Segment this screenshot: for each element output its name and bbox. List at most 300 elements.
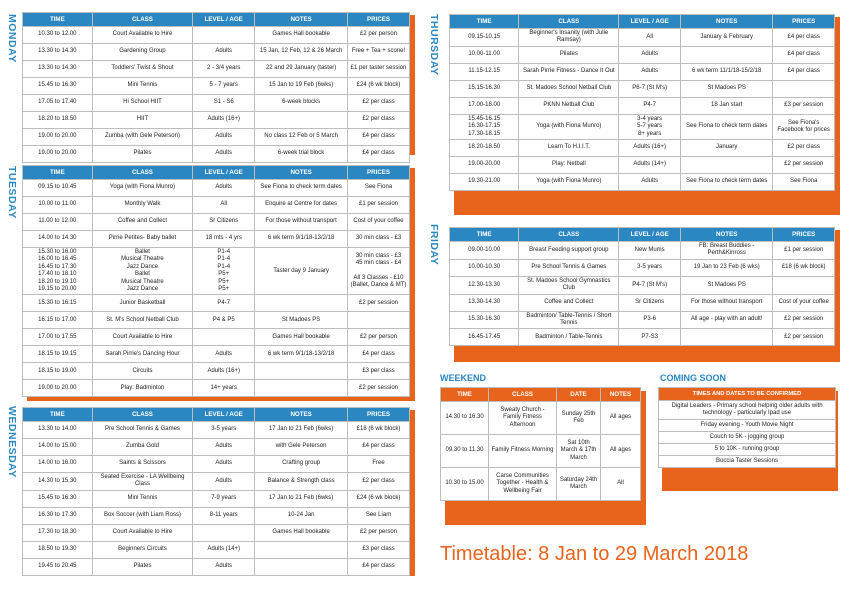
- cell-price: Free + Tea + scone!: [348, 44, 410, 61]
- cell-time: 14.30 to 15.30: [23, 473, 93, 491]
- cell-time: 10.00 to 11.00: [23, 197, 93, 214]
- table-row: [450, 311, 835, 329]
- table-row: [450, 63, 835, 80]
- cell-level: 3-5 years: [619, 259, 681, 276]
- cell-class: Play: Badminton: [92, 380, 193, 397]
- cell-level: [193, 524, 255, 541]
- column-header-time: TIME: [450, 228, 519, 242]
- column-header-time: TIME: [23, 408, 93, 422]
- cell-level: Sr Citizens: [193, 214, 255, 231]
- cell-level: Adults (14+): [619, 157, 681, 174]
- cell-notes: 6 wk term 9/1/18-13/2/18: [255, 346, 348, 363]
- column-header-price: PRICES: [348, 166, 410, 180]
- cell-class: Learn To H.I.I.T.: [519, 140, 619, 157]
- cell-notes: Crafting group: [255, 456, 348, 473]
- tuesday-label: TUESDAY: [6, 166, 18, 219]
- cell-notes: [680, 157, 772, 174]
- cell-price: £3 per class: [348, 363, 410, 380]
- cell-time: 19.30-21.00: [450, 174, 519, 191]
- cell-class: Sweaty Church - Family Fitness Afternoon: [489, 402, 557, 435]
- cell-level: 14+ years: [193, 380, 255, 397]
- cell-level: New Mums: [619, 242, 681, 260]
- cell-level: 18 mts - 4 yrs: [193, 231, 255, 248]
- table-row: [450, 114, 835, 139]
- cell-class: Court Available to Hire: [92, 524, 193, 541]
- cell-class: Pilates: [519, 46, 619, 63]
- table-row: [23, 346, 410, 363]
- cell-time: 13.30-14.30: [450, 294, 519, 311]
- cell-price: £24 (6 wk block): [348, 78, 410, 95]
- cell-date: Saturday 24th March: [557, 468, 601, 501]
- cell-level: P6-7 (St M's): [619, 80, 681, 97]
- cell-class: Junior Basketball: [92, 295, 193, 312]
- cell-class: Monthly Walk: [92, 197, 193, 214]
- cell-price: £2 per session: [773, 311, 835, 329]
- cell-time: 14.00 to 15.00: [23, 439, 93, 456]
- cell-time: 17.05 to 17.40: [23, 95, 93, 112]
- cell-price: £4 per class: [348, 146, 410, 163]
- cell-notes: 17 Jan to 21 Feb (6wks): [255, 490, 348, 507]
- cell-price: £2 per person: [348, 524, 410, 541]
- cell-time: 15.45-16.15 16.30-17.15 17.30-18.15: [450, 114, 519, 139]
- cell-class: Saints & Scissors: [92, 456, 193, 473]
- list-item: Boccia Taster Sessions: [659, 455, 835, 467]
- coming-soon-title: COMING SOON: [660, 373, 727, 383]
- friday-label: FRIDAY: [428, 224, 440, 266]
- cell-time: 16.45-17.45: [450, 329, 519, 346]
- column-header-class: CLASS: [92, 408, 193, 422]
- cell-time: 18.15 to 19.00: [23, 363, 93, 380]
- weekend-table: [440, 387, 641, 501]
- cell-notes: All ages: [601, 435, 641, 468]
- cell-level: Adults (16+): [619, 140, 681, 157]
- cell-notes: For those without transport: [255, 214, 348, 231]
- table-row: [23, 380, 410, 397]
- list-item: Couch to 5K - jogging group: [659, 431, 835, 443]
- cell-notes: [255, 363, 348, 380]
- cell-class: Pre School Tennis & Games: [519, 259, 619, 276]
- table-row: [23, 197, 410, 214]
- cell-class: St. M's School Netball Club: [92, 312, 193, 329]
- coming-soon-box: [658, 387, 836, 468]
- cell-level: P4-7: [619, 97, 681, 114]
- cell-level: Adults: [619, 63, 681, 80]
- thursday-table: [449, 14, 835, 191]
- list-item: Digital Leaders - Primary school helping older adults with technology - particularly Ipad use: [659, 400, 835, 419]
- cell-price: Cost of your coffee: [348, 214, 410, 231]
- cell-class: St. Madoes School Gymnastics Club: [519, 276, 619, 294]
- table-row: [23, 558, 410, 575]
- weekend-header-row: [441, 388, 641, 402]
- cell-price: £18 (6 wk block): [773, 259, 835, 276]
- cell-price: £2 per session: [773, 157, 835, 174]
- cell-level: P1-4 P1-4 P1-4 P5+ P5+ P5+: [193, 248, 255, 295]
- cell-class: Pirrie Petites- Baby ballet: [92, 231, 193, 248]
- cell-notes: 6 wk term 9/1/18-13/2/18: [255, 231, 348, 248]
- friday-header-row: [450, 228, 835, 242]
- cell-class: Sarah Pirrie's Dancing Hour: [92, 346, 193, 363]
- table-row: [23, 473, 410, 491]
- cell-price: £18 (6 wk block): [348, 422, 410, 439]
- table-row: [441, 435, 641, 468]
- cell-level: Adults: [619, 174, 681, 191]
- cell-notes: St Madoes PS: [255, 312, 348, 329]
- cell-level: Adults: [193, 180, 255, 197]
- cell-level: Adults: [193, 146, 255, 163]
- column-header-notes: NOTES: [255, 13, 348, 27]
- cell-notes: [255, 541, 348, 558]
- cell-time: 09.15-10.15: [450, 29, 519, 47]
- cell-price: £4 per class: [348, 439, 410, 456]
- table-row: [23, 422, 410, 439]
- table-row: [23, 112, 410, 129]
- cell-price: Cost of your coffee: [773, 294, 835, 311]
- cell-time: 15.15-16.30: [450, 80, 519, 97]
- cell-time: 10.30 to 15.00: [441, 468, 489, 501]
- weekend-title: WEEKEND: [440, 373, 487, 383]
- cell-price: £4 per class: [348, 558, 410, 575]
- column-header-class: CLASS: [519, 15, 619, 29]
- cell-notes: 15 Jan to 19 Feb (6wks): [255, 78, 348, 95]
- cell-time: 15.30 to 16.15: [23, 295, 93, 312]
- cell-level: Adults: [193, 473, 255, 491]
- cell-time: 19.00 to 20.00: [23, 146, 93, 163]
- cell-level: P7-S3: [619, 329, 681, 346]
- cell-level: Adults (16+): [193, 112, 255, 129]
- cell-class: Coffee and Collect: [92, 214, 193, 231]
- column-header-price: PRICES: [348, 13, 410, 27]
- cell-time: 13.30 to 14.00: [23, 422, 93, 439]
- column-header-notes: NOTES: [255, 166, 348, 180]
- cell-notes: [255, 558, 348, 575]
- cell-notes: St Madoes PS: [680, 80, 772, 97]
- cell-level: P3-6: [619, 311, 681, 329]
- cell-time: 19.00 to 20.00: [23, 129, 93, 146]
- cell-class: Badminton / Table-Tennis: [519, 329, 619, 346]
- wednesday-table: [22, 407, 410, 576]
- cell-notes: 22 and 29 January (taster): [255, 61, 348, 78]
- cell-class: Yoga (with Fiona Munro): [519, 114, 619, 139]
- cell-time: 17.00-18.00: [450, 97, 519, 114]
- column-header-class: CLASS: [489, 388, 557, 402]
- cell-level: Sr Citizens: [619, 294, 681, 311]
- cell-level: 5 - 7 years: [193, 78, 255, 95]
- table-row: [450, 80, 835, 97]
- cell-level: [193, 329, 255, 346]
- cell-notes: [255, 295, 348, 312]
- cell-time: 14.00 to 16.00: [23, 456, 93, 473]
- cell-level: Adults: [193, 346, 255, 363]
- cell-level: 7-9 years: [193, 490, 255, 507]
- cell-level: S1 - S6: [193, 95, 255, 112]
- column-header-time: TIME: [450, 15, 519, 29]
- cell-time: 10.00-11.00: [450, 46, 519, 63]
- cell-notes: Taster day 9 January: [255, 248, 348, 295]
- cell-class: Yoga (with Fiona Munro): [92, 180, 193, 197]
- cell-level: 8-11 years: [193, 507, 255, 524]
- cell-class: Seated Exercise - LA Wellbeing Class: [92, 473, 193, 491]
- cell-level: Adults: [193, 558, 255, 575]
- cell-price: See Liam: [348, 507, 410, 524]
- column-header-price: PRICES: [773, 228, 835, 242]
- table-row: [23, 507, 410, 524]
- cell-price: £3 per session: [773, 97, 835, 114]
- column-header-notes: NOTES: [680, 228, 772, 242]
- column-header-notes: NOTES: [601, 388, 641, 402]
- table-row: [23, 214, 410, 231]
- table-row: [23, 248, 410, 295]
- wednesday-header-row: [23, 408, 410, 422]
- cell-notes: See Fiona to check term dates: [680, 114, 772, 139]
- column-header-level: LEVEL / AGE: [619, 15, 681, 29]
- cell-price: See Fiona: [348, 180, 410, 197]
- cell-price: £2 per session: [348, 295, 410, 312]
- cell-price: £1 per session: [773, 242, 835, 260]
- table-row: [450, 97, 835, 114]
- list-item: Friday evening - Youth Movie Night: [659, 419, 835, 431]
- cell-notes: Games Hall bookable: [255, 27, 348, 44]
- cell-class: Hi School HIIT: [92, 95, 193, 112]
- cell-price: £1 per session: [348, 197, 410, 214]
- cell-class: Court Available to Hire: [92, 329, 193, 346]
- table-row: [450, 242, 835, 260]
- cell-class: PKNN Netball Club: [519, 97, 619, 114]
- column-header-level: LEVEL / AGE: [619, 228, 681, 242]
- column-header-level: LEVEL / AGE: [193, 408, 255, 422]
- table-row: [450, 157, 835, 174]
- cell-class: Ballet Musical Theatre Jazz Dance Ballet Musical Theatre Jazz Dance: [92, 248, 193, 295]
- cell-time: 09.15 to 10.45: [23, 180, 93, 197]
- cell-price: £4 per class: [773, 63, 835, 80]
- cell-time: 10.30 to 12.00: [23, 27, 93, 44]
- cell-price: [348, 312, 410, 329]
- cell-class: Zumba Gold: [92, 439, 193, 456]
- column-header-price: PRICES: [773, 15, 835, 29]
- cell-time: 18.20-18.50: [450, 140, 519, 157]
- cell-price: [773, 276, 835, 294]
- monday-table-block: [22, 12, 410, 163]
- column-header-price: PRICES: [348, 408, 410, 422]
- table-row: [450, 294, 835, 311]
- column-header-notes: NOTES: [680, 15, 772, 29]
- cell-level: Adults: [193, 129, 255, 146]
- tuesday-table-block: [22, 165, 410, 397]
- cell-time: 18.50 to 19.30: [23, 541, 93, 558]
- table-row: [23, 231, 410, 248]
- cell-notes: [255, 380, 348, 397]
- cell-notes: [255, 112, 348, 129]
- table-row: [450, 140, 835, 157]
- cell-price: £2 per session: [773, 329, 835, 346]
- cell-class: St. Madoes School Netball Club: [519, 80, 619, 97]
- cell-price: £2 per class: [773, 140, 835, 157]
- column-header-date: DATE: [557, 388, 601, 402]
- cell-price: [773, 80, 835, 97]
- cell-notes: No class 12 Feb or 5 March: [255, 129, 348, 146]
- cell-time: 16.15 to 17.00: [23, 312, 93, 329]
- cell-class: Coffee and Collect: [519, 294, 619, 311]
- cell-notes: See Fiona to check term dates: [255, 180, 348, 197]
- cell-class: Gardening Group: [92, 44, 193, 61]
- cell-class: Beginner's Insanity (with Julie Ramsay): [519, 29, 619, 47]
- cell-class: Circuits: [92, 363, 193, 380]
- table-row: [450, 276, 835, 294]
- cell-time: 17.30 to 18.30: [23, 524, 93, 541]
- cell-price: £2 per session: [348, 380, 410, 397]
- cell-price: £2 per person: [348, 27, 410, 44]
- cell-time: 11.00 to 12.00: [23, 214, 93, 231]
- coming-soon-header: TIMES AND DATES TO BE CONFIRMED: [659, 388, 835, 400]
- cell-price: Free: [348, 456, 410, 473]
- cell-class: Pre School Tennis & Games: [92, 422, 193, 439]
- cell-price: £2 per class: [348, 112, 410, 129]
- table-row: [450, 29, 835, 47]
- cell-notes: See Fiona to check term dates: [680, 174, 772, 191]
- thursday-label: THURSDAY: [428, 14, 440, 76]
- cell-level: Adults: [193, 439, 255, 456]
- cell-price: £4 per class: [348, 346, 410, 363]
- cell-notes: [680, 329, 772, 346]
- table-row: [23, 490, 410, 507]
- cell-class: Breast Feeding support group: [519, 242, 619, 260]
- cell-time: 12.30-13.30: [450, 276, 519, 294]
- table-row: [23, 295, 410, 312]
- cell-time: 16.30 to 17.30: [23, 507, 93, 524]
- cell-notes: January & February: [680, 29, 772, 47]
- cell-date: Sunday 25th Feb: [557, 402, 601, 435]
- cell-level: All: [619, 29, 681, 47]
- cell-level: P4-7: [193, 295, 255, 312]
- column-header-class: CLASS: [92, 13, 193, 27]
- column-header-time: TIME: [23, 13, 93, 27]
- table-row: [23, 312, 410, 329]
- cell-notes: Balance & Strength class: [255, 473, 348, 491]
- cell-class: Play: Netball: [519, 157, 619, 174]
- cell-level: 2 - 3/4 years: [193, 61, 255, 78]
- cell-class: HIIT: [92, 112, 193, 129]
- cell-notes: Enquire at Centre for dates: [255, 197, 348, 214]
- cell-level: 3-4 years 5-7 years 8+ years: [619, 114, 681, 139]
- wednesday-table-block: [22, 407, 410, 576]
- wednesday-label: WEDNESDAY: [6, 406, 18, 478]
- cell-level: P4 & P5: [193, 312, 255, 329]
- cell-class: Pilates: [92, 146, 193, 163]
- cell-level: 3-5 years: [193, 422, 255, 439]
- cell-class: Sarah Pirrie Fitness - Dance It Out: [519, 63, 619, 80]
- cell-time: 15.45 to 16.30: [23, 78, 93, 95]
- cell-class: Box Soccer (with Liam Ross): [92, 507, 193, 524]
- table-row: [23, 363, 410, 380]
- thursday-header-row: [450, 15, 835, 29]
- cell-notes: FB: Breast Buddies - Perth&Kinross: [680, 242, 772, 260]
- cell-class: Beginners Circuits: [92, 541, 193, 558]
- cell-price: £4 per class: [773, 46, 835, 63]
- cell-price: £3 per class: [348, 541, 410, 558]
- table-row: [23, 524, 410, 541]
- cell-price: £4 per class: [348, 129, 410, 146]
- cell-price: £1 per taster session: [348, 61, 410, 78]
- cell-class: Yoga (with Fiona Munro): [519, 174, 619, 191]
- table-row: [450, 259, 835, 276]
- weekend-table-block: [440, 387, 641, 501]
- tuesday-header-row: [23, 166, 410, 180]
- cell-class: Toddlers' Twist & Shout: [92, 61, 193, 78]
- column-header-notes: NOTES: [255, 408, 348, 422]
- cell-notes: January: [680, 140, 772, 157]
- table-row: [450, 329, 835, 346]
- cell-time: 17.00 to 17.55: [23, 329, 93, 346]
- cell-price: £2 per class: [348, 95, 410, 112]
- cell-notes: St Madoes PS: [680, 276, 772, 294]
- list-item: 5 to 10K - running group: [659, 443, 835, 455]
- cell-notes: 19 Jan to 23 Feb (6 wks): [680, 259, 772, 276]
- cell-class: Mini Tennis: [92, 78, 193, 95]
- cell-time: 18.15 to 19.15: [23, 346, 93, 363]
- cell-time: 10.00-10.30: [450, 259, 519, 276]
- cell-notes: 6-week blocks: [255, 95, 348, 112]
- column-header-class: CLASS: [92, 166, 193, 180]
- table-row: [450, 46, 835, 63]
- cell-time: 14.00 to 14.30: [23, 231, 93, 248]
- cell-class: Badminton/ Table-Tennis / Short Tennis: [519, 311, 619, 329]
- cell-level: Adults: [193, 456, 255, 473]
- friday-table: [449, 227, 835, 346]
- cell-price: £2 per class: [348, 473, 410, 491]
- cell-class: Carse Communities Together - Health & Wellbeing Fair: [489, 468, 557, 501]
- cell-notes: 18 Jan start: [680, 97, 772, 114]
- cell-time: 09.00-10.00: [450, 242, 519, 260]
- cell-notes: Games Hall bookable: [255, 524, 348, 541]
- monday-label: MONDAY: [6, 14, 18, 63]
- cell-price: £4 per class: [773, 29, 835, 47]
- cell-time: 09.30 to 11.30: [441, 435, 489, 468]
- cell-level: P4-7 (St M's): [619, 276, 681, 294]
- monday-header-row: [23, 13, 410, 27]
- cell-time: 15.30 to 16.00 16.00 to 16.45 16.45 to 17.30 17.40 to 18.10 18.20 to 19.10 19.15 to 20.00: [23, 248, 93, 295]
- table-row: [23, 78, 410, 95]
- friday-table-block: [449, 227, 835, 346]
- cell-notes: [680, 46, 772, 63]
- cell-price: £24 (6 wk block): [348, 490, 410, 507]
- table-row: [23, 44, 410, 61]
- cell-class: Court Available to Hire: [92, 27, 193, 44]
- table-row: [23, 129, 410, 146]
- column-header-time: TIME: [23, 166, 93, 180]
- cell-notes: 10-24 Jan: [255, 507, 348, 524]
- table-row: [23, 95, 410, 112]
- column-header-class: CLASS: [519, 228, 619, 242]
- table-row: [23, 180, 410, 197]
- table-row: [23, 541, 410, 558]
- cell-price: 30 min class - £3: [348, 231, 410, 248]
- cell-time: 15.45 to 16.30: [23, 490, 93, 507]
- cell-notes: 15 Jan, 12 Feb, 12 & 26 March: [255, 44, 348, 61]
- monday-table: [22, 12, 410, 163]
- timetable-title: Timetable: 8 Jan to 29 March 2018: [440, 543, 749, 565]
- cell-time: 11.15-12.15: [450, 63, 519, 80]
- cell-class: Mini Tennis: [92, 490, 193, 507]
- cell-notes: with Gele Peterson: [255, 439, 348, 456]
- cell-class: Zumba (with Gele Peterson): [92, 129, 193, 146]
- table-row: [441, 468, 641, 501]
- cell-level: All: [193, 197, 255, 214]
- cell-time: 15.30-16.30: [450, 311, 519, 329]
- table-row: [23, 439, 410, 456]
- cell-time: 19.00 to 20.00: [23, 380, 93, 397]
- cell-date: Sat 10th March & 17th March: [557, 435, 601, 468]
- thursday-table-block: [449, 14, 835, 191]
- cell-price: £2 per person: [348, 329, 410, 346]
